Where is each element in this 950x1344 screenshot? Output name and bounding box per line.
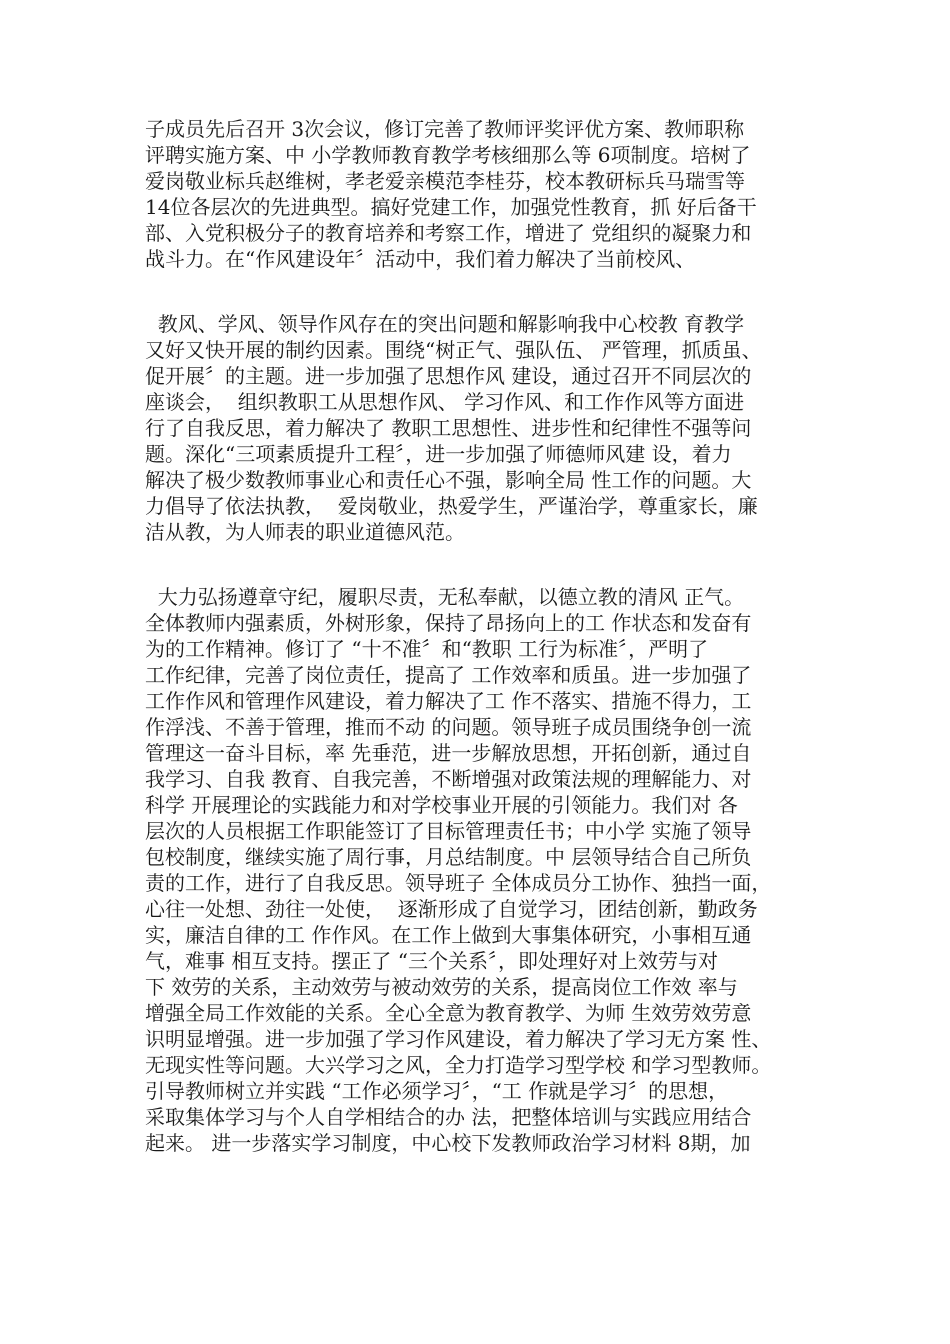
text-line: 无现实性等问题。大兴学习之风，全力打造学习型学校 和学习型教师。 — [145, 1053, 772, 1077]
text-line: 管理这一奋斗目标，率 先垂范，进一步解放思想，开拓创新，通过自 — [145, 741, 752, 765]
text-line: 战斗力。在“作风建设年〞活动中，我们着力解决了当前校风、 — [145, 247, 696, 271]
text-line: 爱岗敬业标兵赵维树，孝老爱亲模范李桂芬，校本教研标兵马瑞雪等 — [145, 169, 745, 193]
text-line: 题。深化“三项素质提升工程〞，进一步加强了师德师风建 设，着力 — [145, 442, 732, 466]
text-line: 14位各层次的先进典型。搞好党建工作，加强党性教育，抓 好后备干 — [145, 195, 757, 219]
text-line: 全体教师内强素质，外树形象，保持了昂扬向上的工 作状态和发奋有 — [145, 611, 752, 635]
text-line: 部、入党积极分子的教育培养和考察工作，增进了 党组织的凝聚力和 — [145, 221, 752, 245]
text-line: 实，廉洁自律的工 作作风。在工作上做到大事集体研究，小事相互通 — [145, 923, 752, 947]
text-line: 为的工作精神。修订了 “十不准〞和“教职 工行为标准〞，严明了 — [145, 637, 709, 661]
text-line: 责的工作，进行了自我反思。领导班子 全体成员分工协作、独挡一面， — [145, 871, 772, 895]
text-line: 识明显增强。进一步加强了学习作风建设，着力解决了学习无方案 性、 — [145, 1027, 772, 1051]
paragraph-2 — [145, 311, 825, 545]
text-line: 作浮浅、不善于管理，推而不动 的问题。领导班子成员围绕争创一流 — [145, 715, 752, 739]
text-line: 又好又快开展的制约因素。围绕“树正气、强队伍、 严管理，抓质虽、 — [145, 338, 762, 362]
paragraph-3 — [145, 584, 825, 1156]
text-line: 层次的人员根据工作职能签订了目标管理责任书；中小学 实施了领导 — [145, 819, 752, 843]
text-line: 气，难事 相互支持。摆正了 “三个关系〞，即处理好对上效劳与对 — [145, 949, 718, 973]
text-line: 引导教师树立并实践 “工作必须学习〞，“工 作就是学习〞的思想， — [145, 1079, 729, 1103]
text-line: 促开展〞的主题。进一步加强了思想作风 建设，通过召开不同层次的 — [145, 364, 752, 388]
text-line: 包校制度，继续实施了周行事，月总结制度。中 层领导结合自己所负 — [145, 845, 752, 869]
text-line: 座谈会， 组织教职工从思想作风、 学习作风、和工作作风等方面进 — [145, 390, 745, 414]
text-line: 评聘实施方案、中 小学教师教育教学考核细那么等 6项制度。培树了 — [145, 143, 751, 167]
text-line: 起来。 进一步落实学习制度，中心校下发教师政治学习材料 8期，加 — [145, 1131, 751, 1155]
text-line: 增强全局工作效能的关系。全心全意为教育教学、为师 生效劳效劳意 — [145, 1001, 752, 1025]
text-line: 心往一处想、劲往一处使， 逐渐形成了自觉学习，团结创新，勤政务 — [145, 897, 758, 921]
paragraph-1 — [145, 116, 825, 272]
text-line: 工作纪律，完善了岗位责任，提高了 工作效率和质虽。进一步加强了 — [145, 663, 752, 687]
text-line: 我学习、自我 教育、自我完善，不断增强对政策法规的理解能力、对 — [145, 767, 752, 791]
text-line: 子成员先后召开 3次会议，修订完善了教师评奖评优方案、教师职称 — [145, 117, 745, 141]
text-line: 工作作风和管理作风建设，着力解决了工 作不落实、措施不得力，工 — [145, 689, 752, 713]
text-line: 行了自我反思，着力解决了 教职工思想性、进步性和纪律性不强等问 — [145, 416, 752, 440]
text-line: 采取集体学习与个人自学相结合的办 法，把整体培训与实践应用结合 — [145, 1105, 752, 1129]
text-line: 洁从教，为人师表的职业道德风范。 — [145, 520, 465, 544]
text-line: 解决了极少数教师事业心和责任心不强，影响全局 性工作的问题。大 — [145, 468, 752, 492]
text-line: 科学 开展理论的实践能力和对学校事业开展的引领能力。我们对 各 — [145, 793, 738, 817]
text-line: 力倡导了依法执教， 爱岗敬业，热爱学生，严谨治学，尊重家长，廉 — [145, 494, 758, 518]
text-line: 教风、学风、领导作风存在的突出问题和解影响我中心校教 育教学 — [145, 312, 745, 336]
text-line: 下 效劳的关系，主动效劳与被动效劳的关系，提高岗位工作效 率与 — [145, 975, 738, 999]
text-line: 大力弘扬遵章守纪，履职尽责，无私奉献，以德立教的清风 正气。 — [145, 585, 745, 609]
